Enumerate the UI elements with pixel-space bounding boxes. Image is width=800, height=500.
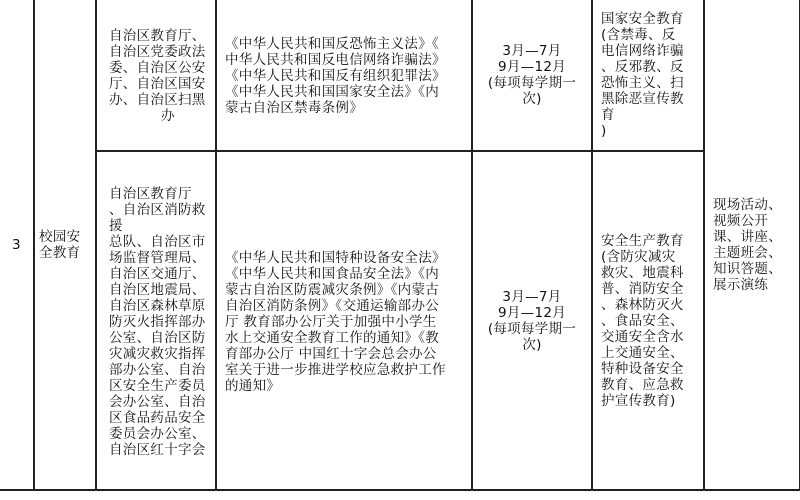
laws-line: 室关于进一步推进学校应急救护工作 (225, 361, 446, 378)
time-text (473, 43, 591, 107)
form-text: 现场活动、视频公开课、讲座、主题班会、知识答题、展示演练 (713, 196, 782, 293)
organizers-text (97, 20, 215, 130)
content-line: 电信网络诈骗 (601, 43, 684, 59)
organizers-cell (96, 0, 216, 151)
laws-text (217, 242, 471, 400)
organizers-line: 自治区地震局、 (109, 281, 206, 298)
laws-line: 《中华人民共和国食品安全法》《内 (225, 265, 440, 282)
time-line: 3月—7月 (502, 43, 562, 59)
time-line: 9月—12月 (497, 304, 567, 321)
content-line: 特种设备安全 (601, 360, 684, 377)
content-line: 护宣传教育) (601, 392, 676, 409)
laws-line: 育部办公厅 中国红十字会总会办公 (225, 345, 437, 362)
laws-line: 蒙古自治区防震减灾条例》《内蒙古 (225, 281, 440, 298)
content-line: 、反邪教、反 (601, 59, 684, 75)
content-line: 、食品安全、 (601, 312, 684, 329)
content-line: 上交通安全、 (601, 344, 684, 361)
content-line: 教育、应急救 (601, 376, 684, 393)
organizers-line: 办 (161, 108, 175, 124)
organizers-line: 自治区党委政法 (109, 44, 206, 60)
laws-cell (216, 0, 472, 151)
content-line: ) (601, 123, 607, 139)
content-text (593, 5, 703, 145)
laws-text (217, 28, 471, 122)
organizers-line: 公室、自治区防 (109, 329, 206, 346)
time-line: (每项每学期一 (487, 75, 577, 91)
form-cell (704, 0, 800, 490)
row-number-cell (0, 0, 34, 490)
laws-line: 《中华人民共和国反恐怖主义法》《 (225, 36, 440, 52)
category-label: 校园安全教育 (39, 228, 81, 261)
time-line: 次) (522, 91, 542, 107)
content-cell (592, 0, 704, 151)
content-line: 安全生产教育 (601, 232, 684, 249)
organizers-line: 厅、自治区国安 (109, 76, 206, 92)
laws-line: 自治区消防条例》《交通运输部办公 (225, 297, 440, 314)
organizers-line: 灾减灾救灾指挥 (109, 345, 206, 362)
laws-line: 《中华人民共和国国家安全法》《内 (225, 84, 440, 100)
content-text (593, 227, 703, 415)
organizers-line: 区安全生产委员 (109, 377, 206, 394)
organizers-line: 场监督管理局、 (109, 249, 206, 266)
time-cell (472, 0, 592, 151)
row-number: 3 (12, 236, 21, 253)
organizers-line: 自治区红十字会 (109, 441, 206, 458)
content-line: 普、消防安全 (601, 280, 684, 297)
organizers-cell (96, 151, 216, 490)
content-line: (含禁毒、反 (601, 27, 676, 43)
organizers-line: 办、自治区扫黑 (109, 92, 206, 108)
organizers-line: 自治区教育厅、 (109, 28, 206, 44)
content-line: 恐怖主义、扫 (601, 75, 684, 91)
category-cell (34, 0, 96, 490)
content-cell (592, 151, 704, 490)
laws-line: 蒙古自治区禁毒条例》 (225, 100, 363, 116)
organizers-line: 总队、自治区市 (109, 233, 206, 250)
organizers-line: 委员会办公室、 (109, 425, 206, 442)
laws-line: 水上交通安全教育工作的通知》《教 (225, 329, 440, 346)
laws-line: 《中华人民共和国特种设备安全法》 (225, 249, 446, 266)
content-line: 国家安全教育 (601, 11, 684, 27)
laws-line: 厅 教育部办公厅关于加强中小学生 (225, 313, 437, 330)
content-line: 救灾、地震科 (601, 264, 684, 281)
table-row (0, 151, 800, 490)
organizers-line: 自治区交通厅、 (109, 265, 206, 282)
laws-cell (216, 151, 472, 490)
content-line: (含防灾减灾 (601, 248, 676, 265)
organizers-line: 自治区教育厅 (109, 185, 192, 202)
time-line: 3月—7月 (502, 288, 562, 305)
organizers-line: 部办公室、自治 (109, 361, 206, 378)
time-line: 次) (522, 336, 542, 353)
organizers-line: 、自治区消防救援 (109, 201, 206, 234)
organizers-line: 委、自治区公安 (109, 60, 206, 76)
content-line: 交通安全含水 (601, 328, 684, 345)
organizers-text (97, 178, 215, 464)
organizers-line: 会办公室、自治 (109, 393, 206, 410)
laws-line: 中华人民共和国反电信网络诈骗法》 (225, 52, 446, 68)
time-text (473, 289, 591, 353)
organizers-line: 区食品药品安全 (109, 409, 206, 426)
time-cell (472, 151, 592, 490)
content-line: 、森林防灭火 (601, 296, 684, 313)
time-line: 9月—12月 (497, 59, 567, 75)
laws-line: 《中华人民共和国反有组织犯罪法》 (225, 68, 446, 84)
content-line: 黑除恶宣传教育 (601, 91, 684, 123)
laws-line: 的通知》 (225, 377, 281, 394)
time-line: (每项每学期一 (487, 320, 577, 337)
organizers-line: 防灭火指挥部办 (109, 313, 206, 330)
organizers-line: 自治区森林草原 (109, 297, 206, 314)
table-row (0, 0, 800, 151)
